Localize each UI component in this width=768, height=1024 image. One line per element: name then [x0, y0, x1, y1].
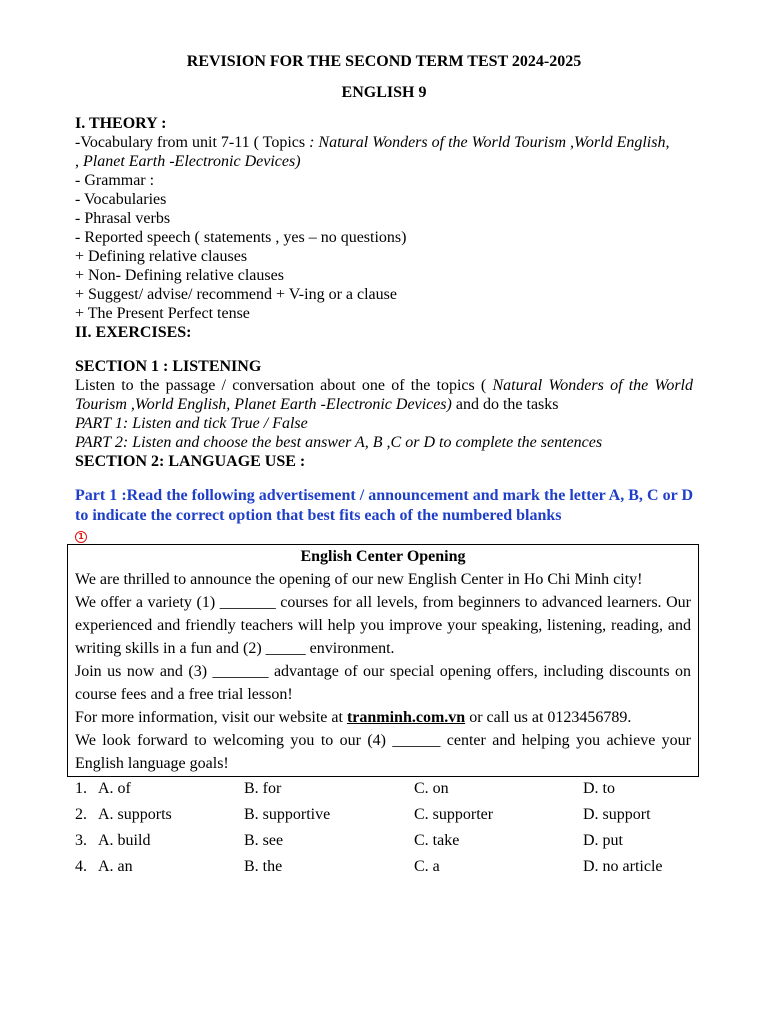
- theory-item: + The Present Perfect tense: [75, 305, 250, 322]
- advert-title: English Center Opening: [300, 548, 466, 565]
- theory-item: - Reported speech ( statements , yes – no questions): [75, 229, 407, 246]
- question-row: [75, 803, 693, 829]
- vocab-topics-b: , Planet Earth -Electronic Devices): [75, 153, 301, 170]
- option-a: A. an: [98, 858, 133, 875]
- section1-intro: [75, 376, 693, 414]
- listening-part2: PART 2: Listen and choose the best answer A, B ,C or D to complete the sentences: [75, 434, 603, 451]
- option-b: B. for: [244, 780, 282, 797]
- section1-intro-end: and do the tasks: [451, 396, 559, 413]
- question-number: 1.: [75, 780, 87, 797]
- document-subtitle: ENGLISH 9: [341, 84, 427, 101]
- question-number: 3.: [75, 832, 87, 849]
- contact-suffix: or call us at 0123456789.: [465, 709, 632, 726]
- theory-section: [75, 114, 693, 342]
- vocab-prefix: -Vocabulary from unit 7-11 ( Topics: [75, 134, 310, 151]
- section2-heading: SECTION 2: LANGUAGE USE :: [75, 453, 306, 470]
- option-c: C. take: [414, 832, 460, 849]
- vocab-line: [75, 133, 693, 152]
- section1-intro-plain: Listen to the passage / conversation about one of the topics (: [75, 377, 493, 394]
- listening-section: [75, 357, 693, 471]
- advertisement-box: [67, 544, 699, 777]
- document-title: REVISION FOR THE SECOND TERM TEST 2024-2025: [186, 53, 582, 70]
- question-number: 4.: [75, 858, 87, 875]
- option-d: D. no article: [583, 858, 663, 875]
- exercises-heading: II. EXERCISES:: [75, 324, 192, 341]
- question-row: [75, 855, 693, 881]
- language-use-instruction: [75, 486, 693, 544]
- contact-prefix: For more information, visit our website at: [75, 709, 347, 726]
- advert-paragraph: We offer a variety (1) _______ courses for all levels, from beginners to advanced learners. Our experienced and friendly teachers will help you improve your speaking, listening, reading, and writing skills in a fun and (2) _____ environment.: [75, 594, 691, 657]
- option-d: D. put: [583, 832, 623, 849]
- option-b: B. the: [244, 858, 283, 875]
- question-row: [75, 777, 693, 803]
- section1-intro-topics: Natural Wonders of the World Tourism ,World English, Planet Earth -Electronic Devices): [75, 377, 693, 413]
- option-c: C. supporter: [414, 806, 494, 823]
- section1-heading: SECTION 1 : LISTENING: [75, 358, 262, 375]
- theory-item: - Grammar :: [75, 172, 155, 189]
- theory-item: + Suggest/ advise/ recommend + V-ing or a clause: [75, 286, 397, 303]
- advert-paragraph: We are thrilled to announce the opening of our new English Center in Ho Chi Minh city!: [75, 571, 643, 588]
- vocab-topics-a: : Natural Wonders of the World Tourism ,World English,: [309, 134, 670, 151]
- marker-row: [75, 526, 693, 544]
- theory-item: + Non- Defining relative clauses: [75, 267, 284, 284]
- theory-item: - Phrasal verbs: [75, 210, 171, 227]
- option-b: B. supportive: [244, 806, 331, 823]
- option-a: A. build: [98, 832, 151, 849]
- part1-instruction: Part 1 :Read the following advertisement / announcement and mark the letter A, B, C or D to indicate the correct option that best fits each of the numbered blanks: [75, 487, 693, 524]
- numbered-marker-icon: 1: [75, 531, 87, 543]
- option-a: A. of: [98, 780, 131, 797]
- answer-options: [75, 777, 693, 881]
- advert-paragraph: We look forward to welcoming you to our (4) ______ center and helping you achieve your English language goals!: [75, 732, 691, 772]
- advert-paragraph: Join us now and (3) _______ advantage of our special opening offers, including discounts on course fees and a free trial lesson!: [75, 663, 691, 703]
- option-b: B. see: [244, 832, 284, 849]
- listening-part1: PART 1: Listen and tick True / False: [75, 415, 308, 432]
- theory-heading: I. THEORY :: [75, 115, 167, 132]
- theory-item: + Defining relative clauses: [75, 248, 248, 265]
- question-row: [75, 829, 693, 855]
- question-number: 2.: [75, 806, 87, 823]
- option-a: A. supports: [98, 806, 172, 823]
- option-c: C. on: [414, 780, 449, 797]
- option-d: D. support: [583, 806, 651, 823]
- theory-item: - Vocabularies: [75, 191, 167, 208]
- website-link[interactable]: tranminh.com.vn: [346, 709, 466, 726]
- option-c: C. a: [414, 858, 440, 875]
- option-d: D. to: [583, 780, 615, 797]
- advert-contact: [75, 706, 691, 729]
